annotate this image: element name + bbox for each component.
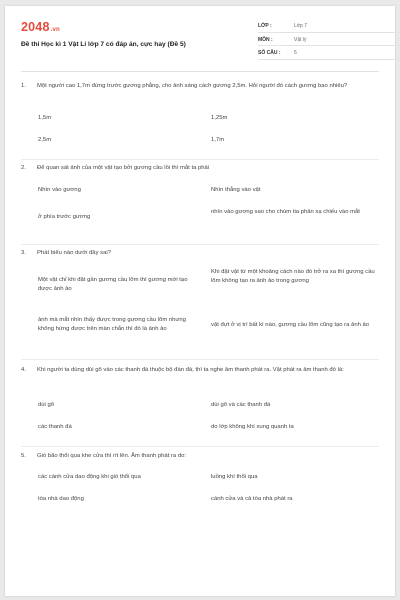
question-text: Để quan sát ảnh của một vật tạo bởi gương cầu lồi thì mắt ta phải bbox=[37, 165, 210, 171]
answer-option[interactable]: Một vật chỉ khi đặt gần gương cầu lõm thì gương mới tạo được ảnh ảo bbox=[38, 277, 188, 293]
answer-option[interactable]: Nhìn thẳng vào vật bbox=[211, 187, 261, 193]
answer-option[interactable]: ảnh mà mắt nhìn thấy được trong gương cầu lõm nhưng không hứng được trên màn chắn thì đó là ảnh ảo bbox=[38, 317, 186, 333]
answer-option[interactable]: dùi gõ và các thanh đá bbox=[211, 402, 271, 408]
answer-option[interactable]: các cánh cửa dao động khi gió thổi qua bbox=[38, 474, 141, 480]
meta-row-grade bbox=[258, 20, 400, 33]
question-divider bbox=[21, 446, 379, 447]
document-page bbox=[5, 6, 395, 596]
answer-option[interactable]: 1,7m bbox=[211, 137, 225, 143]
question-text: Gió bão thổi qua khe cửa thì rít lên. Âm thanh phát ra do: bbox=[37, 453, 187, 459]
document-meta bbox=[258, 20, 400, 60]
answer-option[interactable]: các thanh đá bbox=[38, 424, 72, 430]
answer-option[interactable]: ở phía trước gương bbox=[38, 214, 91, 220]
answer-option[interactable]: 1,25m bbox=[211, 115, 228, 121]
meta-key: SỐ CÂU : bbox=[258, 50, 281, 56]
header-divider bbox=[21, 71, 379, 72]
answer-option[interactable]: tòa nhà dao động bbox=[38, 496, 84, 502]
answer-option[interactable]: nhìn vào gương sao cho chùm tia phản xạ chiếu vào mắt bbox=[211, 209, 360, 215]
document-header bbox=[21, 20, 379, 64]
meta-value: Lớp 7 bbox=[294, 23, 308, 29]
question-text: Khi người ta dùng dùi gõ vào các thanh đá thuộc bộ đàn đá, thì ta nghe âm thanh phát ra. Vật phát ra âm thanh đó là: bbox=[37, 367, 344, 373]
question-text: Một người cao 1,7m đứng trước gương phẳng, cho ảnh sáng cách gương 2,5m. Hỏi người đó cách gương bao nhiêu? bbox=[37, 83, 348, 89]
question-number: 3. bbox=[21, 250, 26, 256]
answer-option[interactable]: vật đựt ở vị trí bất kì nào, gương cầu lõm cũng tạo ra ảnh ảo bbox=[211, 322, 370, 328]
site-logo[interactable]: 2048.vn bbox=[21, 20, 60, 34]
answer-option[interactable]: do lớp không khí xung quanh ta bbox=[211, 424, 294, 430]
meta-key: LỚP : bbox=[258, 23, 272, 29]
question-number: 4. bbox=[21, 367, 26, 373]
question-number: 1. bbox=[21, 83, 26, 89]
meta-value: 5 bbox=[294, 50, 297, 56]
meta-key: MÔN : bbox=[258, 36, 273, 43]
question-divider bbox=[21, 359, 379, 360]
meta-row-subject bbox=[258, 34, 400, 47]
answer-option[interactable]: Nhìn vào gương bbox=[38, 187, 81, 193]
question-text: Phát biểu nào dưới đây sai? bbox=[37, 250, 111, 256]
meta-value: Vật lý bbox=[294, 36, 307, 43]
question-number: 2. bbox=[21, 165, 26, 171]
answer-option[interactable]: dùi gõ bbox=[38, 402, 55, 408]
answer-option[interactable]: cánh cửa và cả tòa nhà phát ra bbox=[211, 496, 293, 502]
answer-option[interactable]: luồng khí thổi qua bbox=[211, 474, 258, 480]
question-number: 5. bbox=[21, 453, 26, 459]
answer-option[interactable]: Khi đặt vật từ một khoảng cách nào đó trở ra xa thì gương cầu lõm không tạo ra ảnh ảo trong gương bbox=[211, 269, 375, 285]
meta-row-count bbox=[258, 47, 400, 60]
document-title: Đề thi Học kì 1 Vật Lí lớp 7 có đáp án, cực hay (Đề 5) bbox=[21, 41, 186, 48]
answer-option[interactable]: 2,5m bbox=[38, 137, 52, 143]
answer-option[interactable]: 1,5m bbox=[38, 115, 52, 121]
question-divider bbox=[21, 159, 379, 160]
question-divider bbox=[21, 244, 379, 245]
